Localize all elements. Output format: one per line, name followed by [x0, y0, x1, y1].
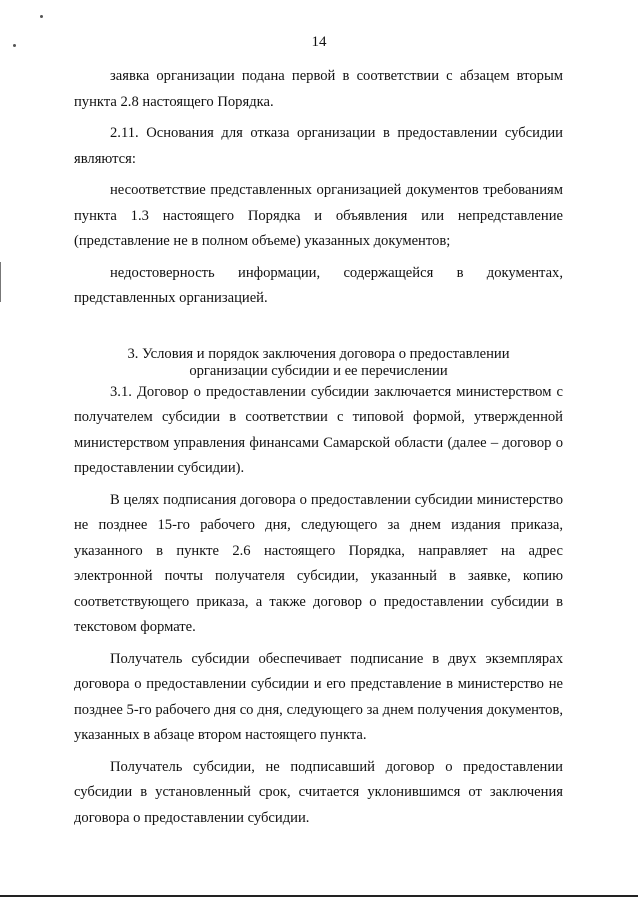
- paragraph: заявка организации подана первой в соответствии с абзацем вторым пункта 2.8 настоящего Порядка.: [74, 68, 563, 110]
- paragraph: несоответствие представленных организацией документов требованиям пункта 1.3 настоящего Порядка и объявления или непредставление (представление не в полном объеме) указанных документов;: [74, 182, 563, 249]
- scan-edge-line: [0, 262, 1, 302]
- scan-edge-line: [0, 895, 638, 897]
- page-number: 14: [311, 34, 327, 50]
- paragraph: 3.1. Договор о предоставлении субсидии заключается министерством с получателем субсидии в соответствии с типовой формой, утвержденной министерством управления финансами Самарской области (далее – договор о предоставлении субсидии).: [74, 383, 563, 476]
- document-body: [74, 64, 563, 831]
- paragraph: Получатель субсидии, не подписавший договор о предоставлении субсидии в установленный срок, считается уклонившимся от заключения договора о предоставлении субсидии.: [74, 758, 563, 826]
- paragraph: 2.11. Основания для отказа организации в предоставлении субсидии являются:: [74, 125, 563, 167]
- section-heading-line: 3. Условия и порядок заключения договора о предоставлении: [127, 345, 510, 362]
- section-heading-line: организации субсидии и ее перечислении: [189, 362, 448, 379]
- paragraph: недостоверность информации, содержащейся в документах, представленных организацией.: [74, 264, 563, 306]
- paragraph: В целях подписания договора о предоставлении субсидии министерство не позднее 15-го рабочего дня, следующего за днем издания приказа, указанного в пункте 2.6 настоящего Порядка, направляет на адрес электронной почты получателя субсидии, указанный в заявке, копию соответствующего приказа, а также договор о предоставлении субсидии в текстовом формате.: [74, 491, 563, 635]
- paragraph: Получатель субсидии обеспечивает подписание в двух экземплярах договора о предоставлении субсидии и его представление в министерство не позднее 5-го рабочего дня со дня, следующего за днем получения документов, указанных в абзаце втором настоящего пункта.: [74, 650, 563, 743]
- section-heading: [74, 346, 563, 380]
- scan-speck: [40, 15, 43, 18]
